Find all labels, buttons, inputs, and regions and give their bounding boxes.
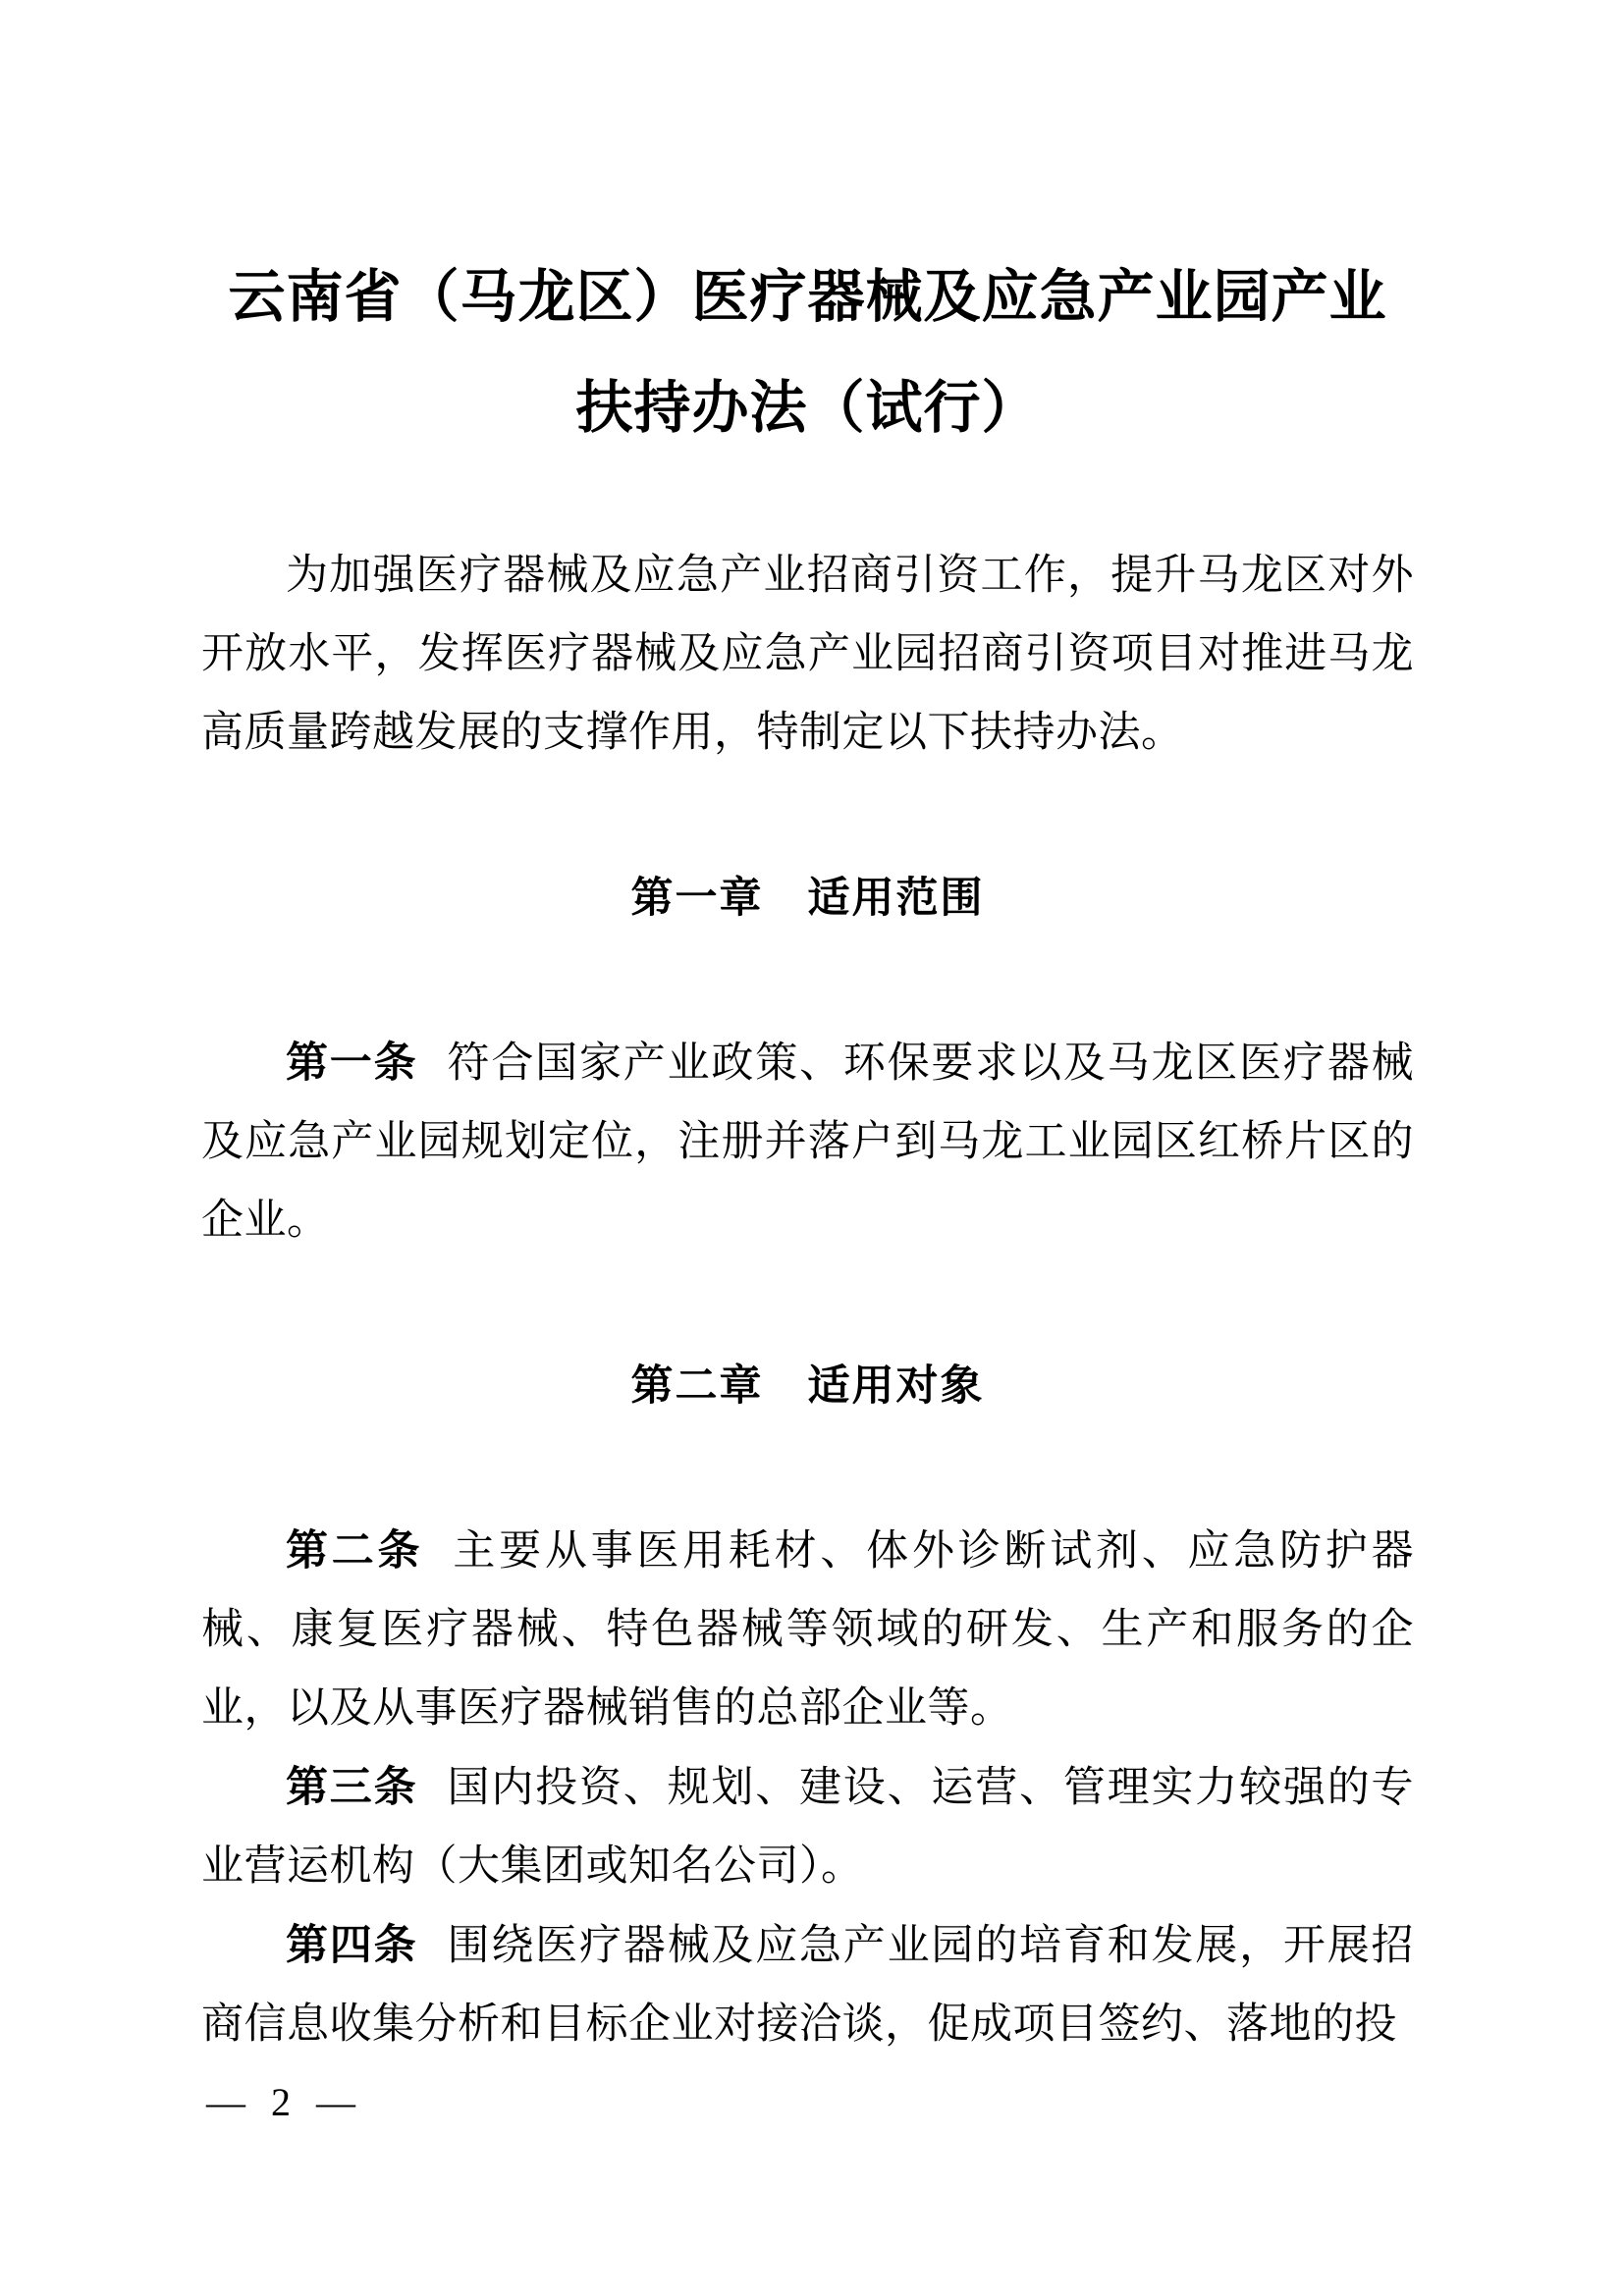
article-2-paragraph: [201, 1512, 1414, 1748]
article-1-paragraph: [201, 1024, 1414, 1260]
title-line-2: 扶持办法（试行）: [575, 376, 1040, 440]
article-4-label: 第四条: [286, 1922, 418, 1969]
article-4-text: 围绕医疗器械及应急产业园的培育和发展，开展招商信息收集分析和目标企业对接洽谈，促成项目签约、落地的投: [201, 1923, 1415, 2048]
document-title: [201, 241, 1414, 463]
article-3-paragraph: [201, 1748, 1414, 1906]
article-3-label: 第三条: [286, 1764, 418, 1811]
title-line-1: 云南省（马龙区）医疗器械及应急产业园产业: [228, 265, 1387, 329]
intro-paragraph: 为加强医疗器械及应急产业招商引资工作，提升马龙区对外开放水平，发挥医疗器械及应急产业园招商引资项目对推进马龙高质量跨越发展的支撑作用，特制定以下扶持办法。: [201, 553, 1414, 756]
chapter-1-heading: 第一章 适用范围: [630, 875, 985, 922]
chapter-2-heading: 第二章 适用对象: [630, 1362, 985, 1410]
page-number: — 2 —: [206, 2080, 363, 2124]
article-1-label: 第一条: [286, 1040, 418, 1087]
article-4-paragraph: [201, 1906, 1414, 2064]
article-2-label: 第二条: [286, 1527, 424, 1575]
article-3-text: 国内投资、规划、建设、运营、管理实力较强的专业营运机构（大集团或知名公司）。: [201, 1765, 1415, 1890]
article-2-text: 主要从事医用耗材、体外诊断试剂、应急防护器械、康复医疗器械、特色器械等领域的研发、生产和服务的企业，以及从事医疗器械销售的总部企业等。: [201, 1528, 1415, 1732]
article-1-text: 符合国家产业政策、环保要求以及马龙区医疗器械及应急产业园规划定位，注册并落户到马龙工业园区红桥片区的企业。: [201, 1041, 1415, 1244]
